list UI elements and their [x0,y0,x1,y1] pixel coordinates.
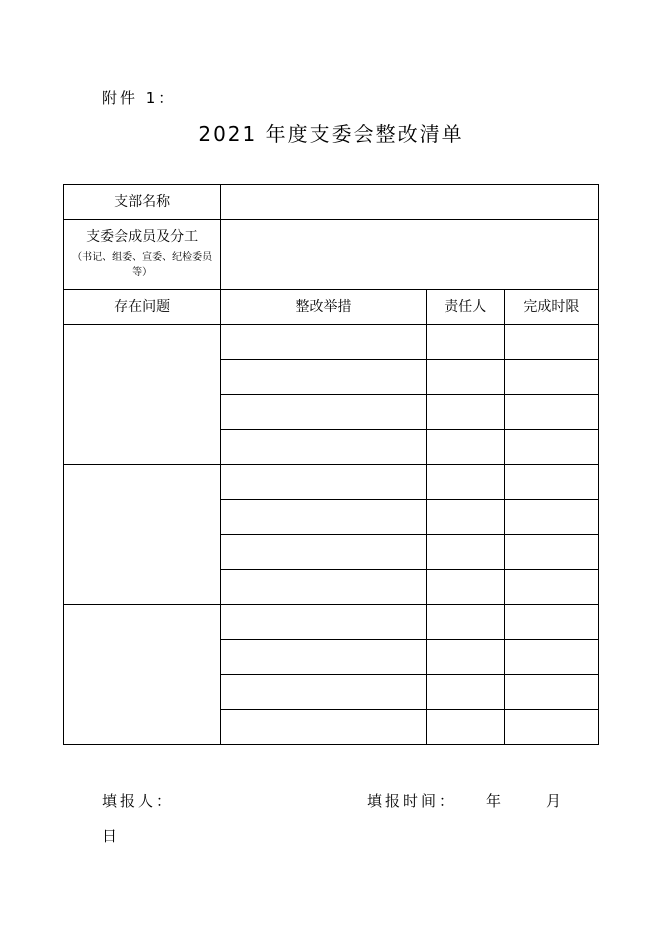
measure-cell[interactable] [221,360,426,395]
table-row [64,465,599,500]
deadline-cell[interactable] [504,430,598,465]
responsible-cell[interactable] [426,605,504,640]
measure-cell[interactable] [221,710,426,745]
branch-name-field[interactable] [221,185,599,220]
deadline-cell[interactable] [504,710,598,745]
deadline-cell[interactable] [504,395,598,430]
measure-cell[interactable] [221,640,426,675]
problem-cell[interactable] [64,605,221,745]
deadline-cell[interactable] [504,605,598,640]
responsible-cell[interactable] [426,360,504,395]
measure-cell[interactable] [221,395,426,430]
measure-cell[interactable] [221,465,426,500]
members-label-cell [64,220,221,290]
members-note: （书记、组委、宣委、纪检委员等） [72,252,213,278]
measure-cell[interactable] [221,500,426,535]
header-deadline: 完成时限 [504,290,598,325]
deadline-cell[interactable] [504,535,598,570]
filler-label: 填报人： [102,792,175,810]
table-row [64,605,599,640]
year-label: 年 [486,792,505,810]
measure-cell[interactable] [221,605,426,640]
table-header-row [64,290,599,325]
branch-name-label: 支部名称 [64,185,221,220]
day-label: 日 [102,827,118,845]
header-problem: 存在问题 [64,290,221,325]
responsible-cell[interactable] [426,535,504,570]
measure-cell[interactable] [221,325,426,360]
deadline-cell[interactable] [504,325,598,360]
deadline-cell[interactable] [504,360,598,395]
header-measures: 整改举措 [221,290,426,325]
responsible-cell[interactable] [426,395,504,430]
deadline-cell[interactable] [504,640,598,675]
header-responsible: 责任人 [426,290,504,325]
measure-cell[interactable] [221,570,426,605]
deadline-cell[interactable] [504,570,598,605]
table-row [64,325,599,360]
responsible-cell[interactable] [426,710,504,745]
fill-time-label: 填报时间： [367,792,458,810]
responsible-cell[interactable] [426,325,504,360]
problem-cell[interactable] [64,325,221,465]
responsible-cell[interactable] [426,500,504,535]
responsible-cell[interactable] [426,465,504,500]
branch-name-row [64,185,599,220]
measure-cell[interactable] [221,535,426,570]
attachment-label: 附件 1： [102,89,177,107]
deadline-cell[interactable] [504,675,598,710]
responsible-cell[interactable] [426,430,504,465]
problem-cell[interactable] [64,465,221,605]
members-field[interactable] [221,220,599,290]
responsible-cell[interactable] [426,640,504,675]
responsible-cell[interactable] [426,570,504,605]
members-label: 支委会成员及分工 [86,228,199,245]
deadline-cell[interactable] [504,465,598,500]
deadline-cell[interactable] [504,500,598,535]
rectification-table [63,184,599,745]
month-label: 月 [546,792,565,810]
members-row [64,220,599,290]
document-title: 2021 年度支委会整改清单 [198,122,464,146]
measure-cell[interactable] [221,430,426,465]
measure-cell[interactable] [221,675,426,710]
responsible-cell[interactable] [426,675,504,710]
